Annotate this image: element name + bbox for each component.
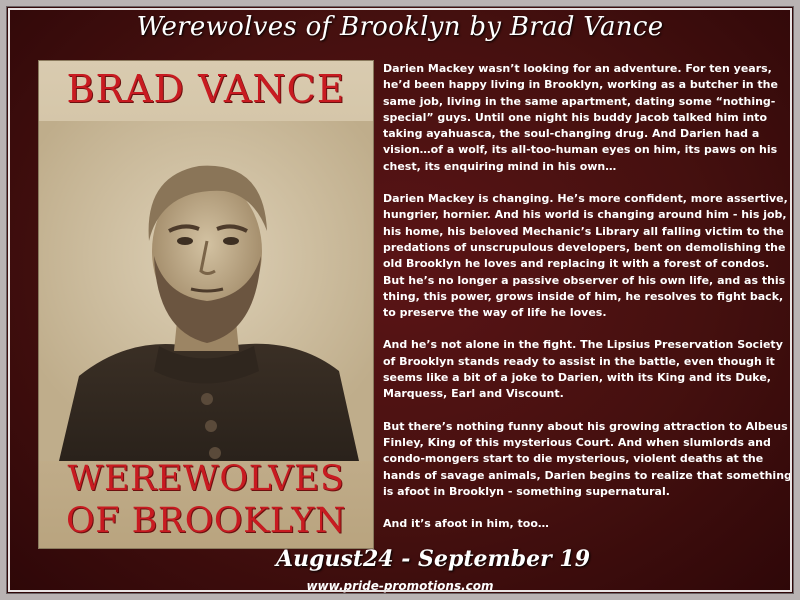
blurb-paragraph: Darien Mackey wasn’t looking for an adventure. For ten years, he’d been happy living in Brooklyn, working as a butcher in the same job, living in the same apartment, dating some “nothing-special” guys. Until one night his buddy Jacob talked him into taking ayahuasca, the soul-changing drug. And Darien had a vision…of a wolf, its all-too-human eyes on him, its paws on his chest, its enquiring mind in his own… <box>383 62 778 173</box>
cover-title <box>39 458 373 542</box>
cover-title-line2: OF BROOKLYN <box>66 501 346 541</box>
blurb-paragraph: Darien Mackey is changing. He’s more confident, more assertive, hungrier, hornier. And his world is changing around him - his job, his home, his beloved Mechanic’s Library all falling victim to the predations of unscrupulous developers, bent on demolishing the old Brooklyn he loves and replacing it with a forest of condos. But he’s no longer a passive observer of his own life, and as this thing, this power, grows inside of him, he resolves to fight back, to preserve the way of life he loves. <box>383 192 788 320</box>
tour-dates: August24 - September 19 <box>276 546 591 572</box>
promo-url: www.pride-promotions.com <box>306 579 494 593</box>
book-blurb <box>383 61 793 548</box>
blurb-paragraph: And it’s afoot in him, too… <box>383 517 549 531</box>
blurb-paragraph: But there’s nothing funny about his growing attraction to Albeus Finley, King of this mysterious Court. And when slumlords and condo-mongers start to die mysterious, violent deaths at the hands of savage animals, Darien begins to realize that something is afoot in Brooklyn - something supernatural. <box>383 419 792 498</box>
book-cover <box>39 61 373 548</box>
banner-title: Werewolves of Brooklyn by Brad Vance <box>136 12 664 42</box>
blurb-paragraph: And he’s not alone in the fight. The Lipsius Preservation Society of Brooklyn stands ready to assist in the battle, even though it seems like a bit of a joke to Darien, with its King and its Duke, Marquess, Earl and Viscount. <box>383 338 783 401</box>
cover-title-line1: WEREWOLVES <box>67 459 345 499</box>
cover-author: BRAD VANCE <box>66 67 346 111</box>
cover-portrait-image <box>39 121 373 461</box>
